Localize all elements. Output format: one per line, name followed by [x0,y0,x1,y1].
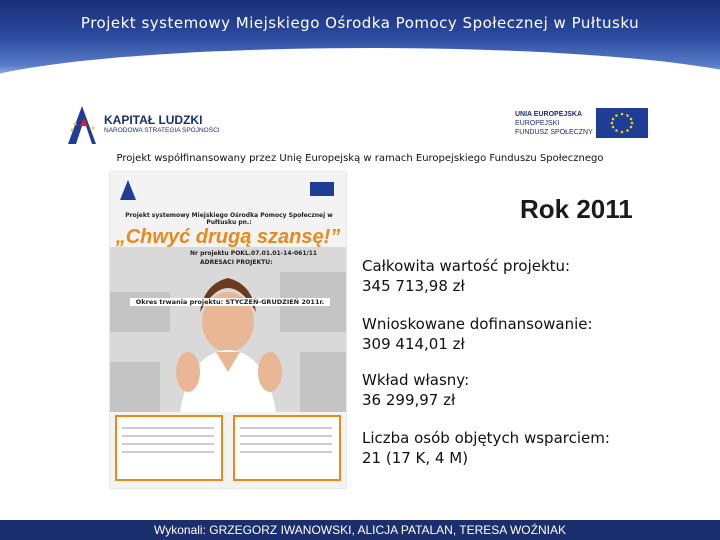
project-poster-image [110,172,346,488]
stat-label: Wnioskowane dofinansowanie: [362,315,593,333]
poster-project-number: Nr projektu POKL.07.01.01-14-061/11 [190,250,318,257]
slide-title: Projekt systemowy Miejskiego Ośrodka Pomocy Społecznej w Pułtusku [80,14,640,32]
poster-addressees: ADRESACI PROJEKTU: [200,259,273,266]
stat-value: 309 414,01 zł [362,335,465,353]
ue-line1: UNIA EUROPEJSKA [515,111,583,118]
stat-value: 345 713,98 zł [362,277,465,295]
eu-flag-icon [596,108,648,138]
poster-slogan: „Chwyć drugą szansę!” [115,226,341,248]
ue-logo-text [515,110,593,137]
kapital-ludzki-name: KAPITAŁ LUDZKI [104,113,203,127]
footer-authors: Wykonali: GRZEGORZ IWANOWSKI, ALICJA PATALAN, TERESA WOŹNIAK [154,523,566,537]
ue-line3: FUNDUSZ SPOŁECZNY [515,129,593,136]
stat-value: 21 (17 K, 4 M) [362,449,469,467]
stat-total-value [362,256,570,296]
stat-label: Wkład własny: [362,371,470,389]
stat-label: Całkowita wartość projektu: [362,257,571,275]
stat-requested-funding [362,314,593,354]
stat-label: Liczba osób objętych wsparciem: [362,429,610,447]
cofinancing-statement: Projekt współfinansowany przez Unię Europejską w ramach Europejskiego Funduszu Społecznego [116,153,604,164]
year-heading: Rok 2011 [520,194,633,224]
ue-line2: EUROPEJSKI [515,120,560,127]
kapital-ludzki-subtitle: NARODOWA STRATEGIA SPÓJNOŚCI [104,127,220,134]
poster-period: Okres trwania projektu: STYCZEŃ-GRUDZIEŃ 2011r. [130,298,330,306]
stat-own-contribution [362,370,469,410]
poster-heading: Projekt systemowy Miejskiego Ośrodka Pomocy Społecznej w Pułtusku pn.: [125,212,333,226]
stat-value: 36 299,97 zł [362,391,456,409]
stat-people-supported [362,428,610,468]
